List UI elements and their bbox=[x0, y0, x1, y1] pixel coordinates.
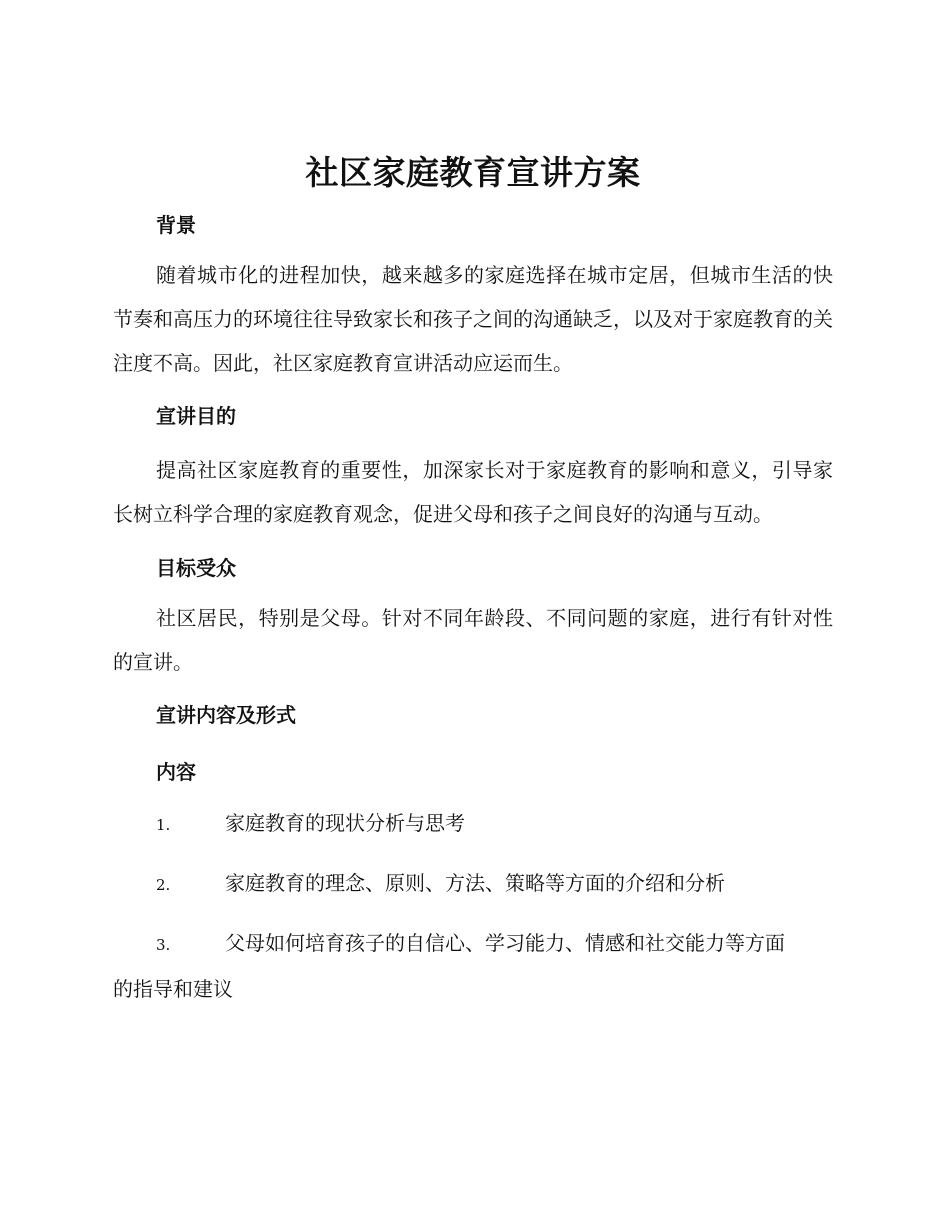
heading-content: 内容 bbox=[156, 760, 196, 784]
list-item-continuation: 的指导和建议 bbox=[113, 977, 233, 1001]
paragraph-purpose: 提高社区家庭教育的重要性，加深家长对于家庭教育的影响和意义，引导家长树立科学合理的家庭教育观念，促进父母和孩子之间良好的沟通与互动。 bbox=[113, 458, 833, 526]
paragraph-audience: 社区居民，特别是父母。针对不同年龄段、不同问题的家庭，进行有针对性的宣讲。 bbox=[113, 606, 833, 674]
heading-audience: 目标受众 bbox=[156, 556, 236, 580]
heading-content-form: 宣讲内容及形式 bbox=[156, 703, 296, 727]
paragraph-background: 随着城市化的进程加快，越来越多的家庭选择在城市定居，但城市生活的快节奏和高压力的环境往往导致家长和孩子之间的沟通缺乏，以及对于家庭教育的关注度不高。因此，社区家庭教育宣讲活动应运而生。 bbox=[113, 263, 833, 375]
list-item-number: 3. bbox=[156, 936, 171, 954]
list-item-number: 2. bbox=[156, 876, 171, 894]
list-item bbox=[113, 861, 833, 907]
list-item-number: 1. bbox=[156, 816, 171, 834]
list-item-text: 家庭教育的理念、原则、方法、策略等方面的介绍和分析 bbox=[225, 871, 725, 895]
heading-background: 背景 bbox=[156, 213, 196, 237]
list-item-text: 家庭教育的现状分析与思考 bbox=[225, 811, 465, 835]
document-title: 社区家庭教育宣讲方案 bbox=[305, 153, 641, 192]
list-item-text: 父母如何培育孩子的自信心、学习能力、情感和社交能力等方面 bbox=[225, 931, 785, 955]
heading-purpose: 宣讲目的 bbox=[156, 404, 236, 428]
list-item bbox=[113, 801, 833, 847]
document-page bbox=[113, 150, 833, 1011]
list-item bbox=[113, 921, 833, 1011]
